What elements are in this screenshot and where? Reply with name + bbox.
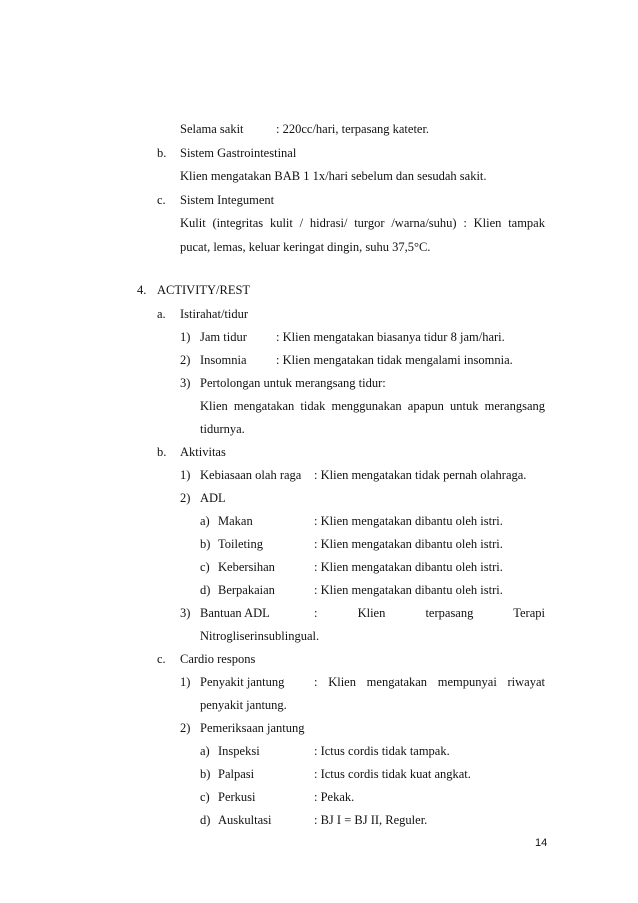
section-heading-gastrointestinal: Sistem Gastrointestinal [180,146,297,160]
heart-disease-value: : Klien mengatakan mempunyai riwayat [314,675,545,689]
inspection-value: : Ictus cordis tidak tampak. [314,744,450,758]
exercise-habit-label: Kebiasaan olah raga [200,468,302,482]
section-heading-activity-rest: ACTIVITY/REST [157,283,251,297]
subheading-cardio-response: Cardio respons [180,652,256,666]
list-marker: 1) [180,330,191,344]
heart-disease-value-line2: penyakit jantung. [200,698,287,712]
subheading-rest-sleep: Istirahat/tidur [180,307,249,321]
sleep-aid-label: Pertolongan untuk merangsang tidur: [200,376,386,390]
list-marker: c. [157,652,166,666]
sleep-aid-text-line1: Klien mengatakan tidak menggunakan apapun untuk merangsang [200,399,545,413]
inspection-label: Inspeksi [218,744,260,758]
heart-exam-label: Pemeriksaan jantung [200,721,305,735]
integument-text-line1: Kulit (integritas kulit / hidrasi/ turgor /warna/suhu) : Klien tampak [180,216,545,230]
palpation-label: Palpasi [218,767,255,781]
list-marker: a. [157,307,166,321]
subheading-activity: Aktivitas [180,445,226,459]
insomnia-label: Insomnia [200,353,247,367]
exercise-habit-value: : Klien mengatakan tidak pernah olahraga. [314,468,527,482]
sleep-hours-label: Jam tidur [200,330,247,344]
page-number: 14 [535,837,548,849]
adl-label: ADL [200,491,226,505]
list-marker: d) [200,813,211,827]
list-marker: b. [157,445,167,459]
adl-assistance-label: Bantuan ADL [200,606,270,620]
adl-hygiene-value: : Klien mengatakan dibantu oleh istri. [314,560,503,574]
list-marker: a) [200,744,210,758]
list-marker: 1) [180,468,191,482]
adl-assistance-value: : Klien terpasang Terapi [314,606,545,620]
adl-hygiene-label: Kebersihan [218,560,275,574]
auscultation-value: : BJ I = BJ II, Reguler. [314,813,428,827]
list-marker: 3) [180,606,191,620]
list-marker: 1) [180,675,191,689]
auscultation-label: Auskultasi [218,813,272,827]
adl-eating-value: : Klien mengatakan dibantu oleh istri. [314,514,503,528]
urine-sick-value: : 220cc/hari, terpasang kateter. [276,122,430,136]
list-marker: 4. [137,283,147,297]
adl-dressing-value: : Klien mengatakan dibantu oleh istri. [314,583,503,597]
list-marker: c. [157,193,166,207]
list-marker: 3) [180,376,191,390]
palpation-value: : Ictus cordis tidak kuat angkat. [314,767,471,781]
list-marker: a) [200,514,210,528]
integument-text-line2: pucat, lemas, keluar keringat dingin, suhu 37,5°C. [180,240,431,254]
sleep-hours-value: : Klien mengatakan biasanya tidur 8 jam/hari. [276,330,505,344]
adl-assistance-value-line2: Nitrogliserinsublingual. [200,629,320,643]
list-marker: 2) [180,491,191,505]
section-heading-integument: Sistem Integument [180,193,275,207]
insomnia-value: : Klien mengatakan tidak mengalami insomnia. [276,353,513,367]
list-marker: b) [200,537,211,551]
list-marker: b. [157,146,167,160]
percussion-value: : Pekak. [314,790,355,804]
adl-toileting-value: : Klien mengatakan dibantu oleh istri. [314,537,503,551]
urine-sick-label: Selama sakit [180,122,244,136]
sleep-aid-text-line2: tidurnya. [200,422,245,436]
percussion-label: Perkusi [218,790,256,804]
heart-disease-label: Penyakit jantung [200,675,285,689]
list-marker: c) [200,790,210,804]
gastrointestinal-text: Klien mengatakan BAB 1 1x/hari sebelum dan sesudah sakit. [180,169,487,183]
adl-toileting-label: Toileting [218,537,263,551]
list-marker: 2) [180,721,191,735]
list-marker: 2) [180,353,191,367]
adl-eating-label: Makan [218,514,253,528]
list-marker: b) [200,767,211,781]
list-marker: d) [200,583,211,597]
adl-dressing-label: Berpakaian [218,583,275,597]
list-marker: c) [200,560,210,574]
